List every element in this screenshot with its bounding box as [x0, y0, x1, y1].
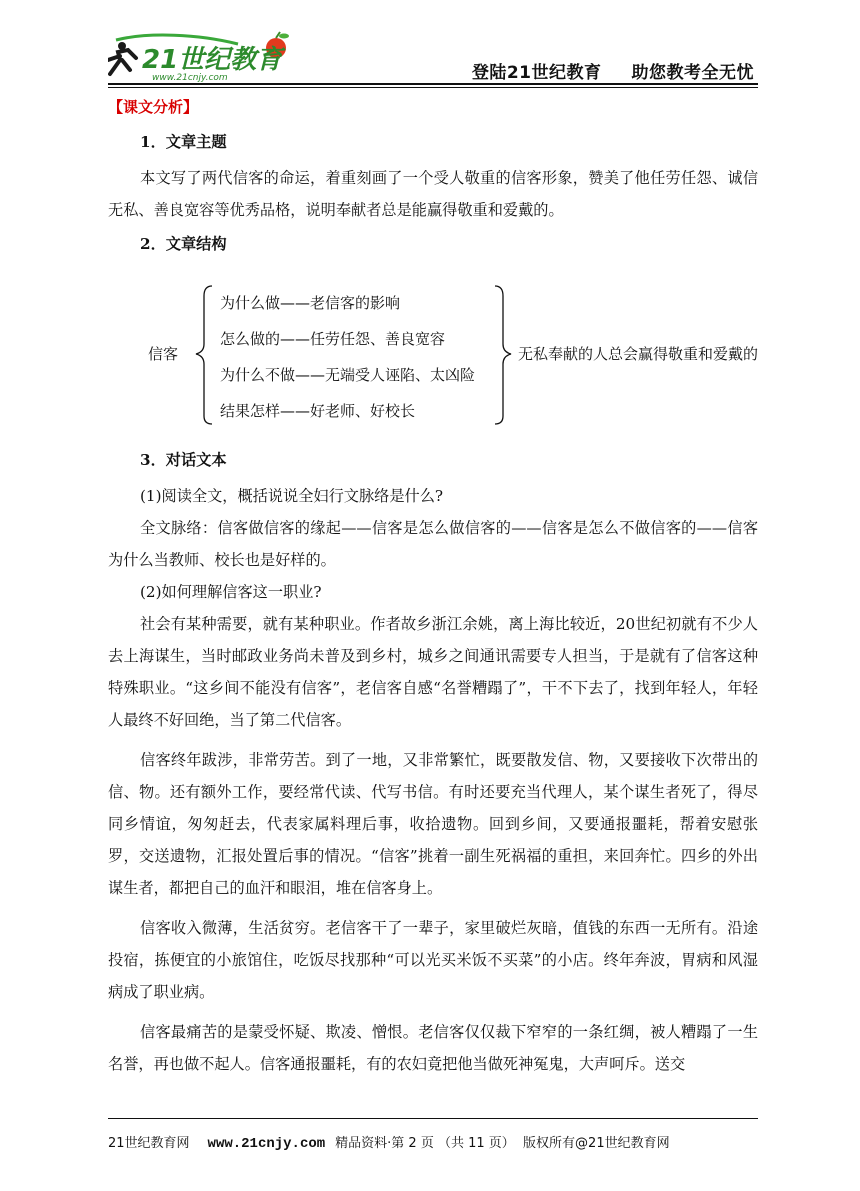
svg-text:21世纪教育: 21世纪教育: [142, 45, 283, 75]
dialogue-section: [108, 448, 758, 1080]
header-slogan: [472, 58, 754, 83]
diagram-root: 信客: [148, 345, 179, 363]
answer-2-paragraph: 信客终年跋涉，非常劳苦。到了一地，又非常繁忙，既要散发信、物，又要接收下次带出的信、物。还有额外工作，要经常代读、代写书信。有时还要充当代理人，某个谋生者死了，得尽同乡情谊，匆匆赶去，代表家属料理后事，收拾遗物。回到乡间，又要通报噩耗，帮着安慰张罗，交送遗物，汇报处置后事的情况。“信客”挑着一副生死祸福的重担，来回奔忙。四乡的外出谋生者，都把自己的血汗和眼泪，堆在信客身上。: [108, 751, 758, 897]
header-rule-thin: [108, 87, 758, 88]
question-1: (1)阅读全文，概括说说全妇行文脉络是什么?: [140, 487, 444, 505]
footer-url: www.21cnjy.com: [207, 1136, 326, 1152]
section-title: 【课文分析】: [108, 98, 199, 116]
svg-text:www.21cnjy.com: www.21cnjy.com: [152, 73, 228, 82]
diagram-item: 为什么做——老信客的影响: [220, 294, 401, 312]
heading-theme: 1．文章主题: [140, 133, 227, 151]
answer-1: 全文脉络：信客做信客的缘起——信客是怎么做信客的——信客是怎么不做信客的——信客为什么当教师、校长也是好样的。: [108, 519, 758, 569]
diagram-conclusion: 无私奉献的人总会赢得敬重和爱戴的: [518, 345, 759, 363]
answer-2-paragraph: 信客最痛苦的是蒙受怀疑、欺凌、憎恨。老信客仅仅裁下窄窄的一条红绸，被人糟蹋了一生名誉，再也做不起人。信客通报噩耗，有的农妇竟把他当做死神冤鬼，大声呵斥。送交: [108, 1023, 758, 1073]
answer-2-paragraph: 社会有某种需要，就有某种职业。作者故乡浙江余姚，离上海比较近，20世纪初就有不少人去上海谋生，当时邮政业务尚未普及到乡村，城乡之间通讯需要专人担当，于是就有了信客这种特殊职业。“这乡间不能没有信客”，老信客自感“名誉糟蹋了”，干不下去了，找到年轻人，年轻人最终不好回绝，当了第二代信客。: [108, 615, 758, 729]
document-body: [108, 96, 758, 256]
question-2: (2)如何理解信客这一职业?: [140, 583, 322, 601]
diagram-item: 为什么不做——无端受人诬陷、太凶险: [220, 366, 476, 384]
page-footer: [108, 1132, 768, 1152]
heading-structure: 2．文章结构: [140, 235, 227, 253]
diagram-item: 怎么做的——任劳任怨、善良宽容: [220, 330, 446, 348]
slogan-right: 助您教考全无忧: [631, 63, 754, 83]
heading-dialogue: 3．对话文本: [140, 451, 227, 469]
paragraph-theme: 本文写了两代信客的命运，着重刻画了一个受人敬重的信客形象，赞美了他任劳任怨、诚信无私、善良宽容等优秀品格，说明奉献者总是能赢得敬重和爱戴的。: [108, 169, 758, 219]
logo: [108, 30, 308, 82]
header-rule: [108, 83, 758, 85]
page-header: [108, 28, 758, 86]
answer-2-paragraph: 信客收入微薄，生活贫穷。老信客干了一辈子，家里破烂灰暗，值钱的东西一无所有。沿途投宿，拣便宜的小旅馆住，吃饭尽找那种“可以光买米饭不买菜”的小店。终年奔波，胃病和风湿病成了职业病。: [108, 919, 758, 1001]
slogan-left: 登陆21世纪教育: [471, 63, 602, 83]
footer-site-name: 21世纪教育网: [108, 1136, 190, 1151]
footer-rule: [108, 1118, 758, 1119]
diagram-item: 结果怎样——好老师、好校长: [220, 402, 416, 420]
footer-page-info: 精品资料·第 2 页 （共 11 页）: [335, 1136, 515, 1151]
footer-copyright: 版权所有@21世纪教育网: [523, 1136, 670, 1151]
structure-diagram: [140, 282, 800, 432]
logo-graphic: [108, 30, 308, 82]
